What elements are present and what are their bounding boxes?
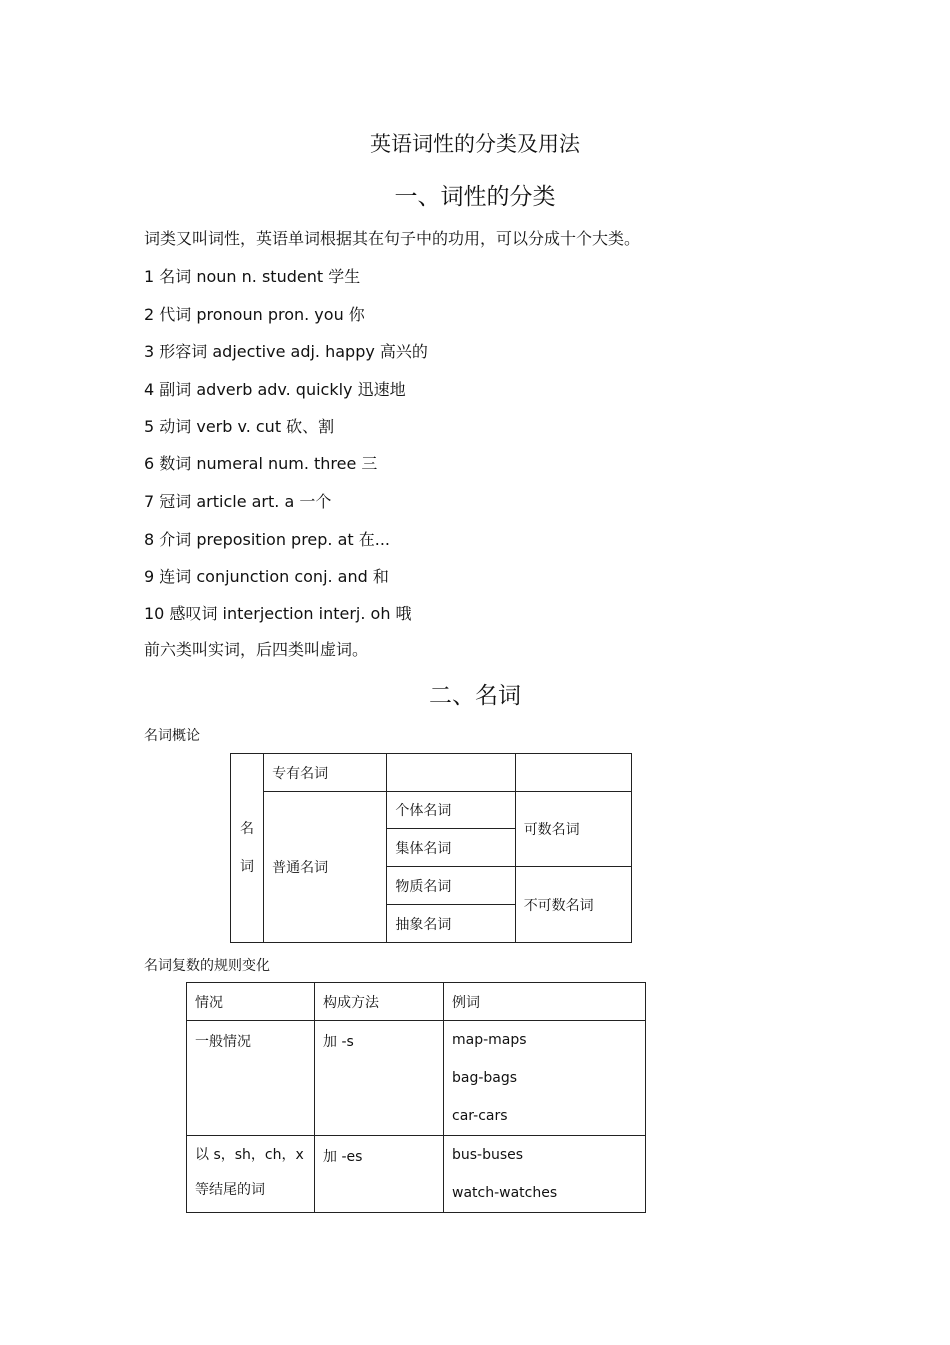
examples-cell [444,1021,646,1136]
summary-line: 前六类叫实词，后四类叫虚词。 [144,640,369,659]
overview-label: 名词概论 [144,728,200,744]
individual-noun-cell: 个体名词 [387,792,515,829]
list-item: 4 副词 adverb adv. quickly 迅速地 [144,380,406,399]
intro-paragraph: 词类又叫词性，英语单词根据其在句子中的功用，可以分成十个大类。 [144,229,641,248]
example-word: bus-buses [452,1147,524,1163]
list-item: 5 动词 verb v. cut 砍、割 [144,417,335,436]
case-cell: 一般情况 [187,1021,315,1136]
plural-rules-table [186,982,646,1213]
section-heading-word-classes: 一、词性的分类 [394,184,556,210]
document-title: 英语词性的分类及用法 [370,132,580,156]
example-word: watch-watches [452,1185,558,1201]
method-cell: 加 -s [315,1021,444,1136]
case-line: 以 s，sh，ch，x [195,1147,304,1163]
material-noun-cell: 物质名词 [387,867,515,905]
abstract-noun-cell: 抽象名词 [387,905,515,943]
uncountable-noun-cell: 不可数名词 [515,867,631,943]
list-item: 10 感叹词 interjection interj. oh 哦 [144,604,412,623]
list-item: 1 名词 noun n. student 学生 [144,267,361,286]
noun-overview-table [230,753,632,943]
example-word: car-cars [452,1108,508,1124]
method-cell: 加 -es [315,1136,444,1213]
example-word: bag-bags [452,1070,518,1086]
case-line: 等结尾的词 [195,1182,265,1198]
table-row [187,1021,646,1136]
list-item: 9 连词 conjunction conj. and 和 [144,567,389,586]
common-noun-cell: 普通名词 [264,792,387,943]
countable-noun-cell: 可数名词 [515,792,631,867]
example-word: map-maps [452,1032,527,1048]
noun-root-cell [231,754,264,943]
list-item: 2 代词 pronoun pron. you 你 [144,305,365,324]
table-row [187,1136,646,1213]
table-header: 例词 [444,983,646,1021]
noun-root-char-2: 词 [240,859,255,875]
proper-noun-cell: 专有名词 [264,754,387,792]
list-item: 7 冠词 article art. a 一个 [144,492,332,511]
plural-rules-label: 名词复数的规则变化 [144,958,270,974]
collective-noun-cell: 集体名词 [387,829,515,867]
examples-cell [444,1136,646,1213]
list-item: 8 介词 preposition prep. at 在... [144,530,391,549]
list-item: 3 形容词 adjective adj. happy 高兴的 [144,342,428,361]
table-header: 情况 [187,983,315,1021]
empty-cell [515,754,631,792]
case-cell [187,1136,315,1213]
table-header: 构成方法 [315,983,444,1021]
empty-cell [387,754,515,792]
list-item: 6 数词 numeral num. three 三 [144,454,378,473]
section-heading-nouns: 二、名词 [429,683,521,709]
noun-root-char-1: 名 [240,821,255,837]
